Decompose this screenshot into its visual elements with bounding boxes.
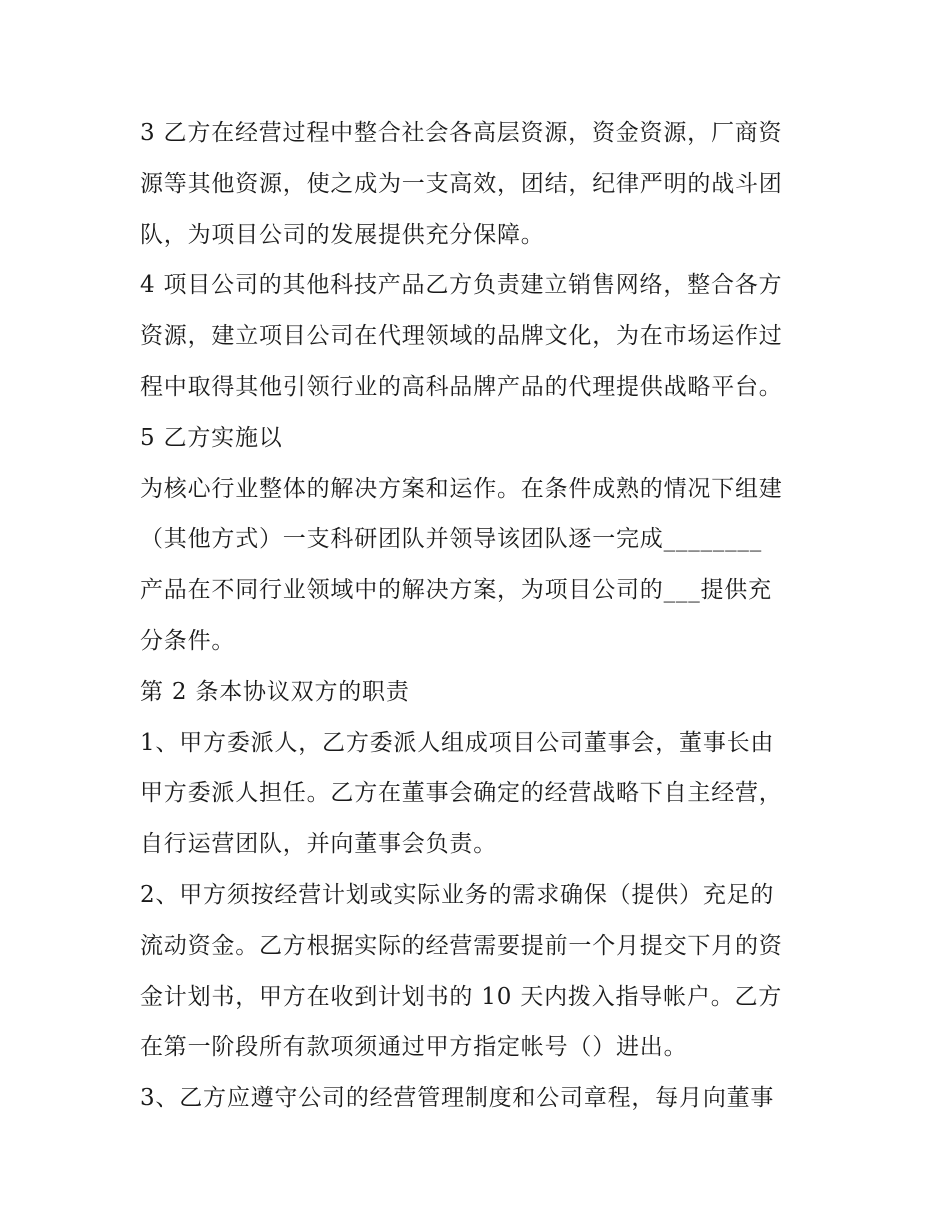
text-line: 队，为项目公司的发展提供充分保障。	[140, 221, 545, 248]
text-line: 金计划书，甲方在收到计划书的 10 天内拨入指导帐户。乙方	[140, 983, 783, 1010]
text-line: 5 乙方实施以	[140, 424, 283, 451]
text-line: 流动资金。乙方根据实际的经营需要提前一个月提交下月的资	[140, 932, 783, 959]
text-line: 自行运营团队，并向董事会负责。	[140, 831, 497, 858]
text-line: 为核心行业整体的解决方案和运作。在条件成熟的情况下组建	[140, 475, 783, 502]
text-line: 程中取得其他引领行业的高科品牌产品的代理提供战略平台。	[140, 373, 783, 400]
text-line: 产品在不同行业领域中的解决方案，为项目公司的___提供充	[140, 577, 772, 604]
text-line: 甲方委派人担任。乙方在董事会确定的经营战略下自主经营，	[140, 780, 783, 807]
text-line: 资源，建立项目公司在代理领域的品牌文化，为在市场运作过	[140, 323, 783, 350]
text-line: 源等其他资源，使之成为一支高效，团结，纪律严明的战斗团	[140, 170, 783, 197]
section-heading: 第 2 条本协议双方的职责	[140, 678, 410, 705]
text-line: （其他方式）一支科研团队并领导该团队逐一完成________	[140, 526, 762, 553]
text-line: 4 项目公司的其他科技产品乙方负责建立销售网络，整合各方	[140, 272, 783, 299]
text-line: 在第一阶段所有款项须通过甲方指定帐号（）进出。	[140, 1034, 688, 1061]
document-body	[140, 108, 820, 1124]
text-line: 3 乙方在经营过程中整合社会各高层资源，资金资源，厂商资	[140, 120, 783, 146]
text-line: 分条件。	[140, 627, 236, 654]
text-line: 1、甲方委派人，乙方委派人组成项目公司董事会，董事长由	[140, 729, 775, 756]
text-line: 2、甲方须按经营计划或实际业务的需求确保（提供）充足的	[140, 881, 775, 908]
text-line: 3、乙方应遵守公司的经营管理制度和公司章程，每月向董事	[140, 1085, 775, 1112]
